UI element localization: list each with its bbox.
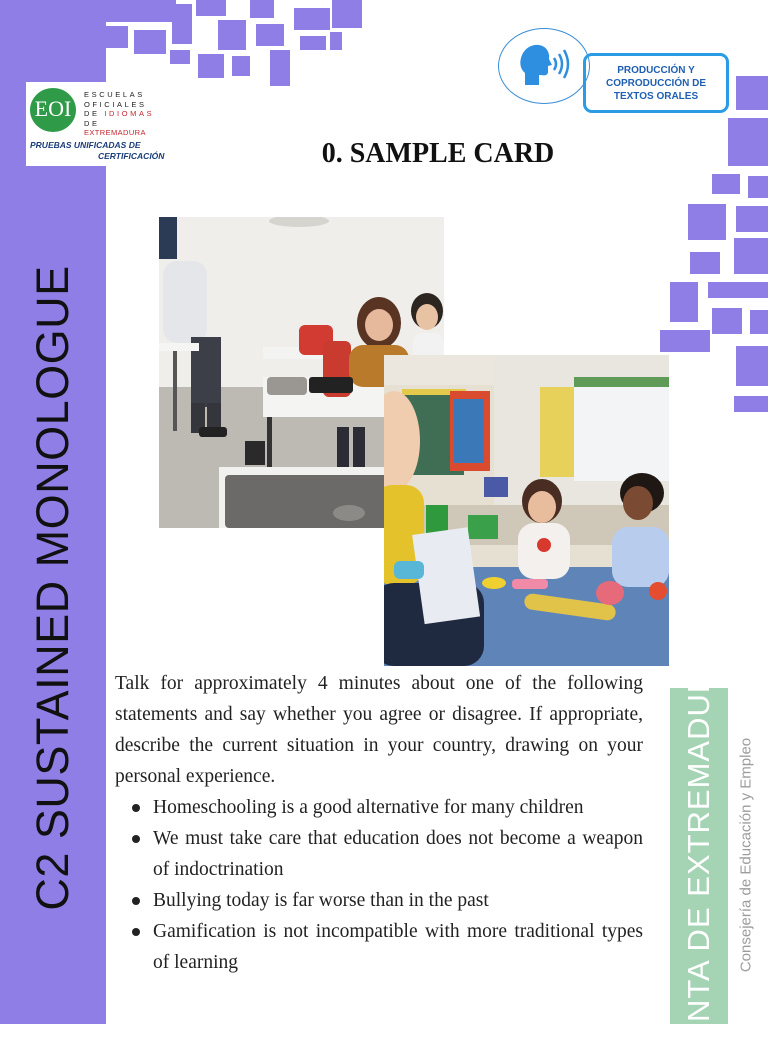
task-instructions — [115, 668, 643, 978]
list-item — [115, 823, 643, 885]
eoi-logo-line-extremadura: EXTREMADURA — [84, 128, 146, 137]
page-title: 0. SAMPLE CARD — [321, 138, 555, 169]
eoi-logo-line-de-2: DE — [84, 118, 100, 128]
eoi-logo-line-idiomas: IDIOMAS — [104, 109, 155, 118]
badge-line-2: COPRODUCCIÓN DE — [605, 77, 706, 89]
consejeria-text: Consejería de Educación y Empleo — [737, 737, 755, 973]
eoi-subtitle-line-1: PRUEBAS UNIFICADAS DE — [30, 140, 141, 150]
statement-text: Bullying today is far worse than in the past — [153, 890, 489, 911]
instructions-paragraph: Talk for approximately 4 minutes about one of the following statements and say whether you agree or disagree. If appropriate, describe the current situation in your country, drawing on your personal experience. — [115, 673, 643, 787]
eoi-logo-line-escuelas: ESCUELAS — [84, 90, 145, 99]
bullet-icon — [132, 897, 140, 905]
badge-line-1: PRODUCCIÓN Y — [617, 64, 695, 76]
sidebar-title: C2 SUSTAINED MONOLOGUE — [27, 265, 78, 911]
eoi-logo-subtitle — [30, 140, 164, 162]
bullet-icon — [132, 804, 140, 812]
eoi-logo — [26, 82, 166, 166]
eoi-logo-line-de: DE — [84, 109, 100, 118]
eoi-logo-mark-text: EOI — [34, 96, 72, 121]
eoi-subtitle-line-2: CERTIFICACIÓN — [98, 151, 165, 161]
speaking-head-icon — [498, 28, 590, 104]
list-item — [115, 885, 643, 916]
eoi-logo-mark — [30, 88, 76, 132]
badge-line-3: TEXTOS ORALES — [613, 90, 699, 102]
list-item — [115, 792, 643, 823]
eoi-logo-line-oficiales: OFICIALES — [84, 99, 147, 109]
statement-text: Homeschooling is a good alternative for many children — [153, 797, 584, 818]
bullet-icon — [132, 835, 140, 843]
bullet-icon — [132, 928, 140, 936]
statement-text: We must take care that education does not become a weapon of indoctrination — [153, 828, 643, 880]
classroom-photo-children — [384, 355, 669, 666]
statements-list — [115, 792, 643, 978]
junta-logo-text: JUNTA DE EXTREMADURA — [681, 648, 716, 1062]
speaking-section-badge — [583, 53, 729, 113]
eoi-logo-wordmark — [84, 90, 166, 138]
statement-text: Gamification is not incompatible with more traditional types of learning — [153, 921, 643, 973]
list-item — [115, 916, 643, 978]
